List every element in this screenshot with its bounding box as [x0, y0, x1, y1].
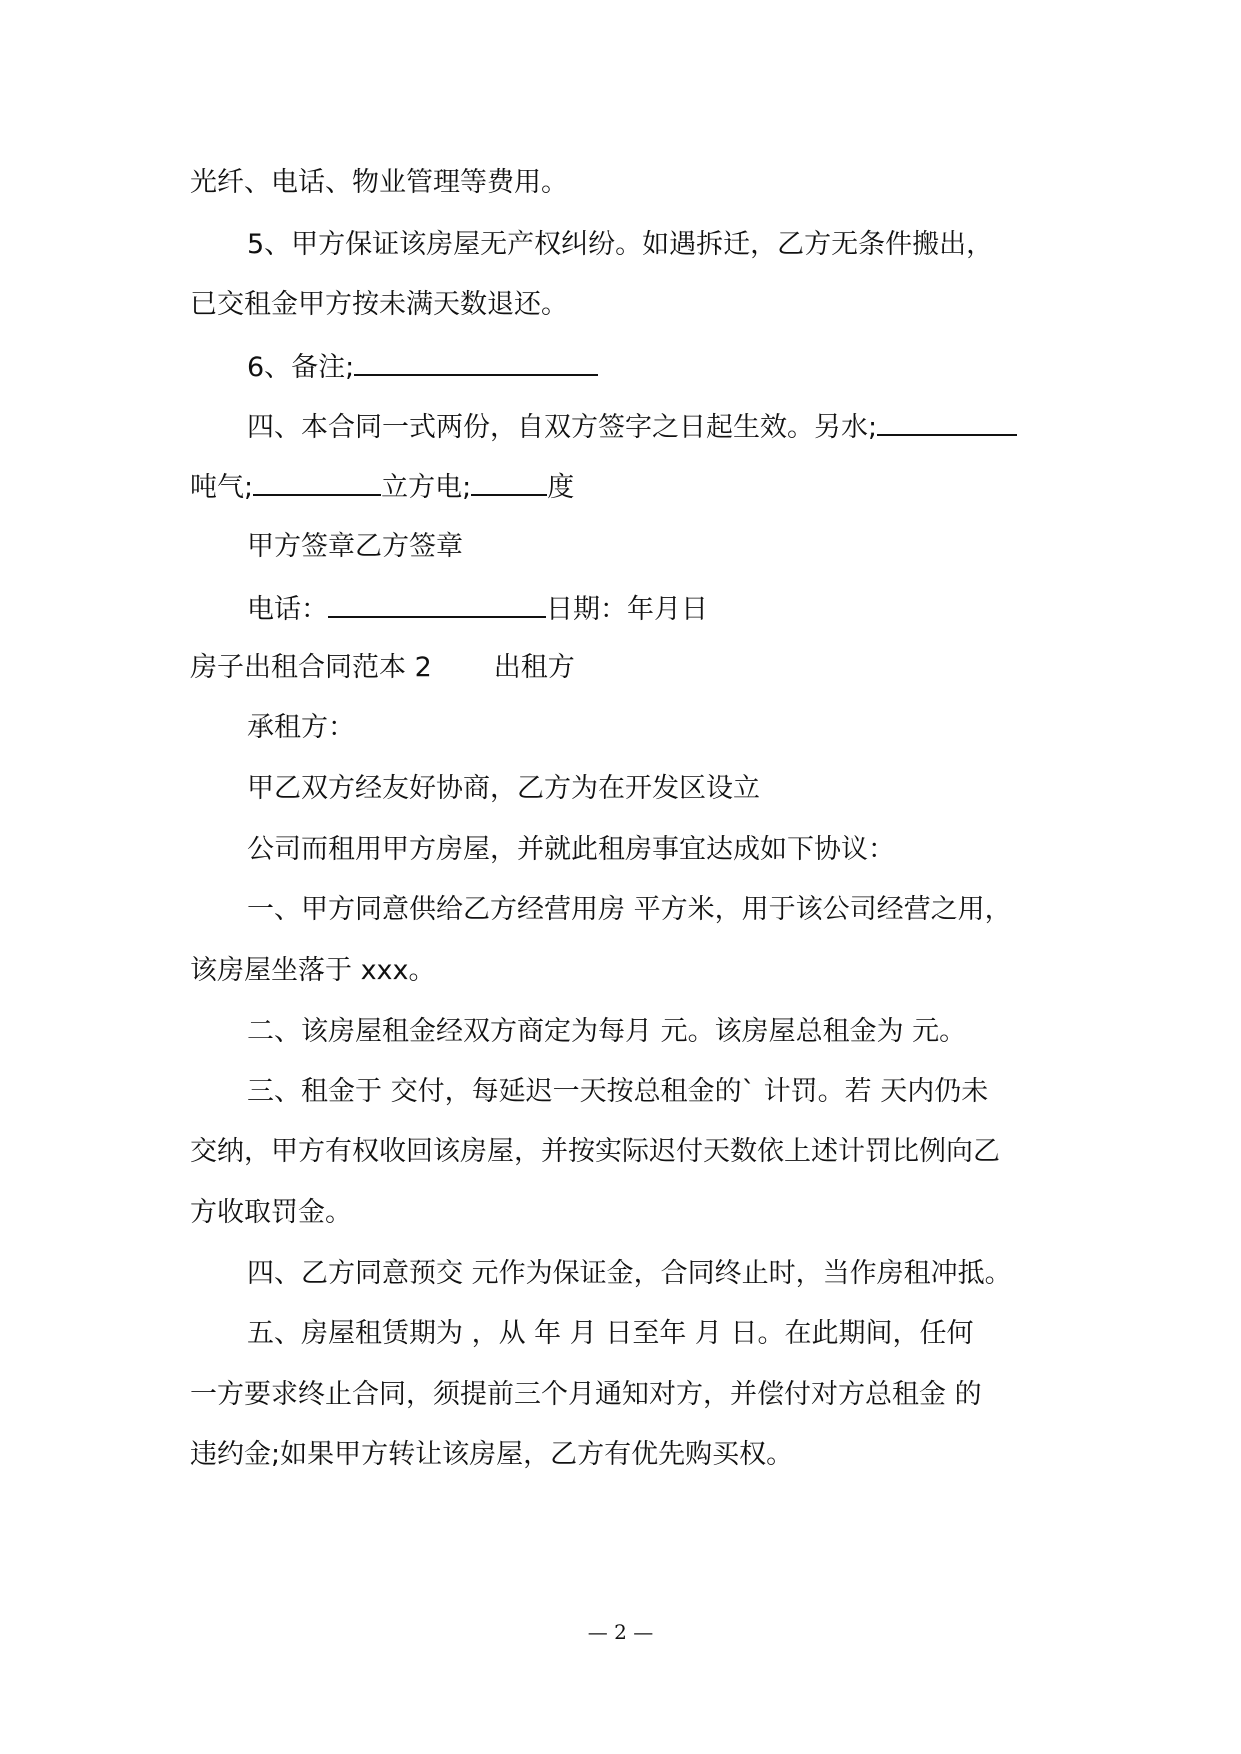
text-line: 承租方： — [247, 712, 355, 743]
text-line: 一、甲方同意供给乙方经营用房 平方米，用于该公司经营之用， — [247, 894, 1012, 925]
remark-label: 6、备注; — [247, 352, 355, 383]
phone-label: 电话： — [247, 594, 328, 625]
fill-blank — [877, 406, 1017, 436]
text-line: 5、甲方保证该房屋无产权纠纷。如遇拆迁，乙方无条件搬出， — [247, 229, 994, 260]
text-line: 该房屋坐落于 xxx。 — [190, 955, 436, 986]
text-line: 交纳，甲方有权收回该房屋，并按实际迟付天数依上述计罚比例向乙 — [190, 1136, 1000, 1167]
section-title-line — [190, 648, 575, 688]
text-line: 公司而租用甲方房屋，并就此租房事宜达成如下协议： — [247, 834, 895, 865]
text-line — [247, 406, 1017, 448]
text-line: 二、该房屋租金经双方商定为每月 元。该房屋总租金为 元。 — [247, 1016, 967, 1047]
lessor-label: 出租方 — [493, 652, 575, 683]
text-line: 三、租金于 交付，每延迟一天按总租金的` 计罚。若 天内仍未 — [247, 1076, 989, 1107]
text-line — [247, 588, 708, 630]
text-line: 违约金;如果甲方转让该房屋，乙方有优先购买权。 — [190, 1439, 794, 1470]
fill-blank — [354, 346, 598, 376]
text-line: 方收取罚金。 — [190, 1197, 352, 1228]
text-line: 四、乙方同意预交 元作为保证金，合同终止时，当作房租冲抵。 — [247, 1258, 1012, 1289]
text-line — [247, 346, 598, 388]
page-number: — 2 — — [587, 1620, 654, 1644]
text-line: 甲乙双方经友好协商，乙方为在开发区设立 — [247, 773, 760, 804]
fill-blank — [253, 466, 381, 496]
text-segment: 度 — [547, 472, 575, 503]
text-line: 光纤、电话、物业管理等费用。 — [190, 167, 568, 198]
text-segment: 四、本合同一式两份，自双方签字之日起生效。另水; — [247, 412, 878, 443]
text-line: 一方要求终止合同，须提前三个月通知对方，并偿付对方总租金 的 — [190, 1379, 982, 1410]
text-line: 五、房屋租赁期为 ，从 年 月 日至年 月 日。在此期间，任何 — [247, 1318, 974, 1349]
fill-blank — [471, 466, 547, 496]
text-line: 已交租金甲方按未满天数退还。 — [190, 289, 568, 320]
text-segment: 立方电; — [381, 472, 472, 503]
text-segment: 吨气; — [190, 472, 254, 503]
text-line — [190, 466, 574, 508]
signature-line: 甲方签章乙方签章 — [247, 531, 463, 562]
section-title: 房子出租合同范本 2 — [190, 652, 432, 683]
date-label: 日期：年月日 — [546, 594, 708, 625]
fill-blank — [328, 588, 546, 618]
